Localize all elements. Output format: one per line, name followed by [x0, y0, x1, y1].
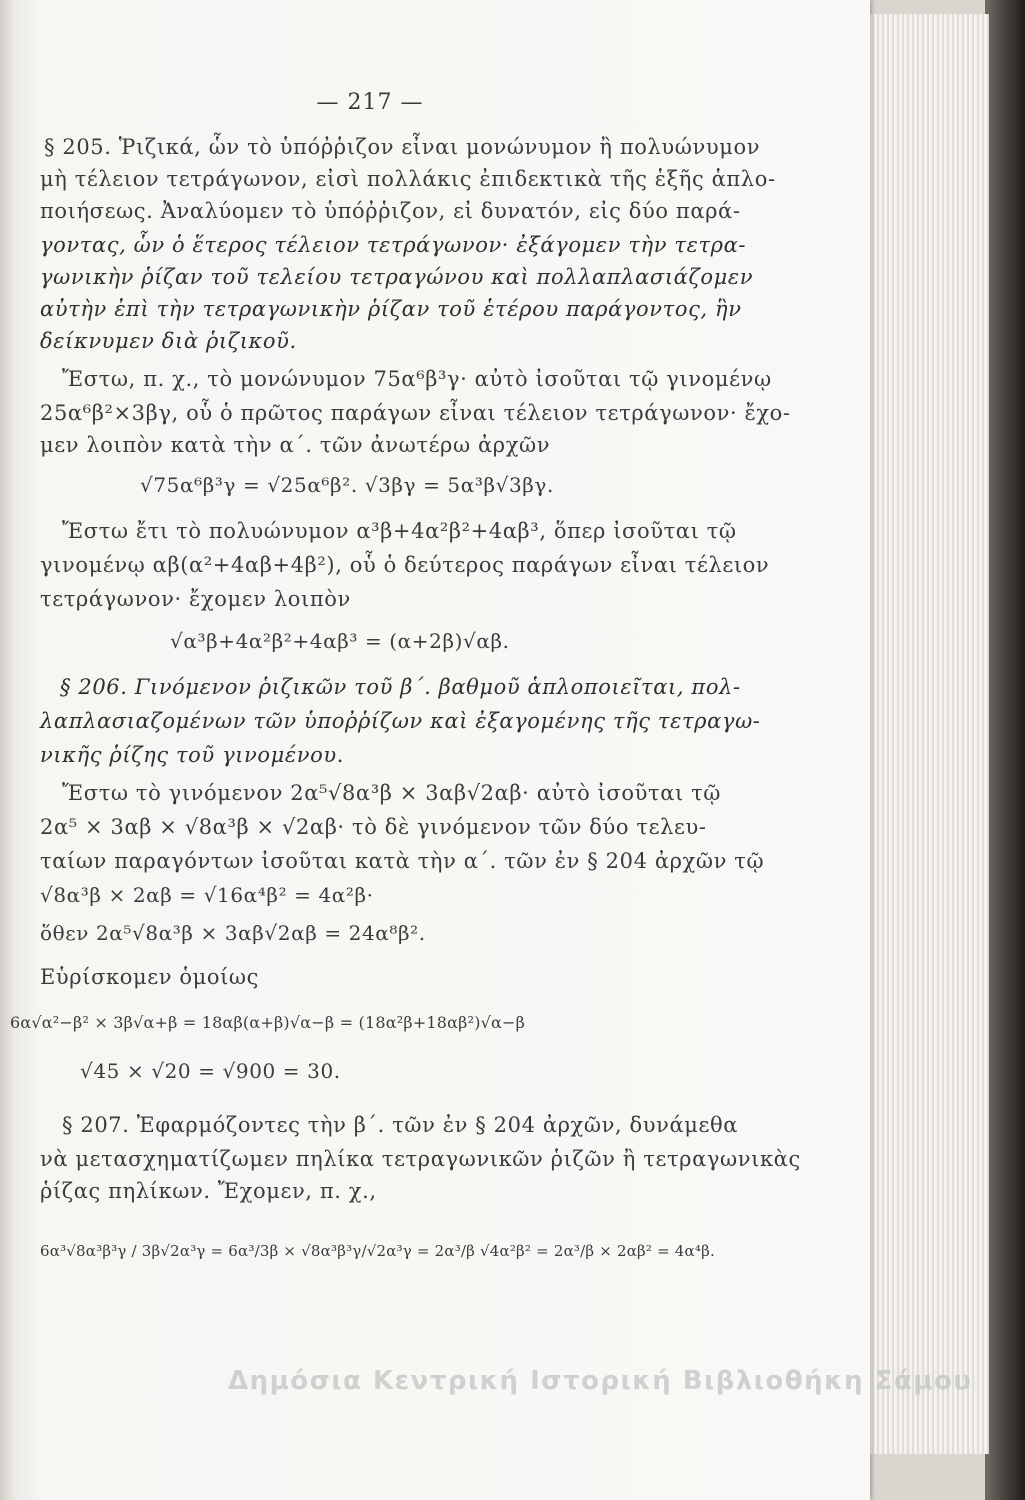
formula-line: √α³β+4α²β²+4αβ³ = (α+2β)√αβ. [170, 629, 510, 653]
text-line: γινομένῳ αβ(α²+4αβ+4β²), οὗ ὁ δεύτερος παράγων εἶναι τέλειον [40, 553, 770, 577]
library-watermark: Δημόσια Κεντρική Ιστορική Βιβλιοθήκη Σάμου [228, 1366, 973, 1396]
text-line: 2α⁵ × 3αβ × √8α³β × √2αβ· τὸ δὲ γινόμενον τῶν δύο τελευ- [40, 815, 707, 839]
text-line: μεν λοιπὸν κατὰ τὴν α΄. τῶν ἀνωτέρω ἀρχῶν [40, 433, 551, 457]
formula-line: √8α³β × 2αβ = √16α⁴β² = 4α²β· [40, 883, 374, 907]
page-number: — 217 — [316, 90, 424, 115]
text-line: Ἔστω ἔτι τὸ πολυώνυμον α³β+4α²β²+4αβ³, ὅπερ ἰσοῦται τῷ [62, 519, 737, 543]
text-line: § 206. Γινόμενον ῥιζικῶν τοῦ β΄. βαθμοῦ ἁπλοποιεῖται, πολ- [60, 675, 741, 699]
text-line: αὐτὴν ἐπὶ τὴν τετραγωνικὴν ῥίζαν τοῦ ἑτέρου παράγοντος, ἣν [40, 297, 742, 321]
formula-line: ὅθεν 2α⁵√8α³β × 3αβ√2αβ = 24α⁸β². [40, 921, 426, 945]
scan-edge [985, 0, 1025, 1500]
text-line: § 207. Ἐφαρμόζοντες τὴν β΄. τῶν ἐν § 204 ἀρχῶν, δυνάμεθα [62, 1113, 739, 1137]
book-page-edges [868, 14, 989, 1454]
text-line: ποιήσεως. Ἀναλύομεν τὸ ὑπόῤῥιζον, εἰ δυνατόν, εἰς δύο παρά- [40, 199, 741, 223]
text-line: ταίων παραγόντων ἰσοῦται κατὰ τὴν α΄. τῶν ἐν § 204 ἀρχῶν τῷ [40, 849, 765, 873]
text-line: ῥίζας πηλίκων. Ἔχομεν, π. χ., [40, 1179, 377, 1203]
text-line: γοντας, ὧν ὁ ἕτερος τέλειον τετράγωνον· ἐξάγομεν τὴν τετρα- [40, 233, 747, 257]
text-line: λαπλασιαζομένων τῶν ὑποῤῥίζων καὶ ἐξαγομένης τῆς τετραγω- [40, 709, 761, 733]
text-line: μὴ τέλειον τετράγωνον, εἰσὶ πολλάκις ἐπιδεκτικὰ τῆς ἑξῆς ἁπλο- [40, 167, 776, 191]
text-line: § 205. Ῥιζικά, ὧν τὸ ὑπόῤῥιζον εἶναι μονώνυμον ἢ πολυώνυμον [44, 135, 761, 159]
formula-line: 6α³√8α³β³γ / 3β√2α³γ = 6α³/3β × √8α³β³γ/√2α³γ = 2α³/β √4α²β² = 2α³/β × 2αβ² = 4α⁴β. [40, 1242, 715, 1260]
formula-line: √75α⁶β³γ = √25α⁶β². √3βγ = 5α³β√3βγ. [140, 473, 554, 497]
text-line: γωνικὴν ῥίζαν τοῦ τελείου τετραγώνου καὶ πολλαπλασιάζομεν [40, 265, 754, 289]
text-line: νικῆς ῥίζης τοῦ γινομένου. [40, 743, 345, 767]
text-line: τετράγωνον· ἔχομεν λοιπὸν [40, 587, 351, 611]
text-line: Ἔστω τὸ γινόμενον 2α⁵√8α³β × 3αβ√2αβ· αὐτὸ ἰσοῦται τῷ [62, 781, 722, 805]
text-line: Εὑρίσκομεν ὁμοίως [40, 965, 260, 989]
text-line: 25α⁶β²×3βγ, οὗ ὁ πρῶτος παράγων εἶναι τέλειον τετράγωνον· ἔχο- [40, 401, 791, 425]
formula-line: 6α√α²−β² × 3β√α+β = 18αβ(α+β)√α−β = (18α²β+18αβ²)√α−β [10, 1013, 526, 1032]
text-line: Ἔστω, π. χ., τὸ μονώνυμον 75α⁶β³γ· αὐτὸ ἰσοῦται τῷ γινομένῳ [62, 367, 772, 391]
text-line: νὰ μετασχηματίζωμεν πηλίκα τετραγωνικῶν ῥιζῶν ἢ τετραγωνικὰς [40, 1147, 801, 1171]
text-line: δείκνυμεν διὰ ῥιζικοῦ. [40, 329, 297, 353]
formula-line: √45 × √20 = √900 = 30. [80, 1059, 341, 1083]
